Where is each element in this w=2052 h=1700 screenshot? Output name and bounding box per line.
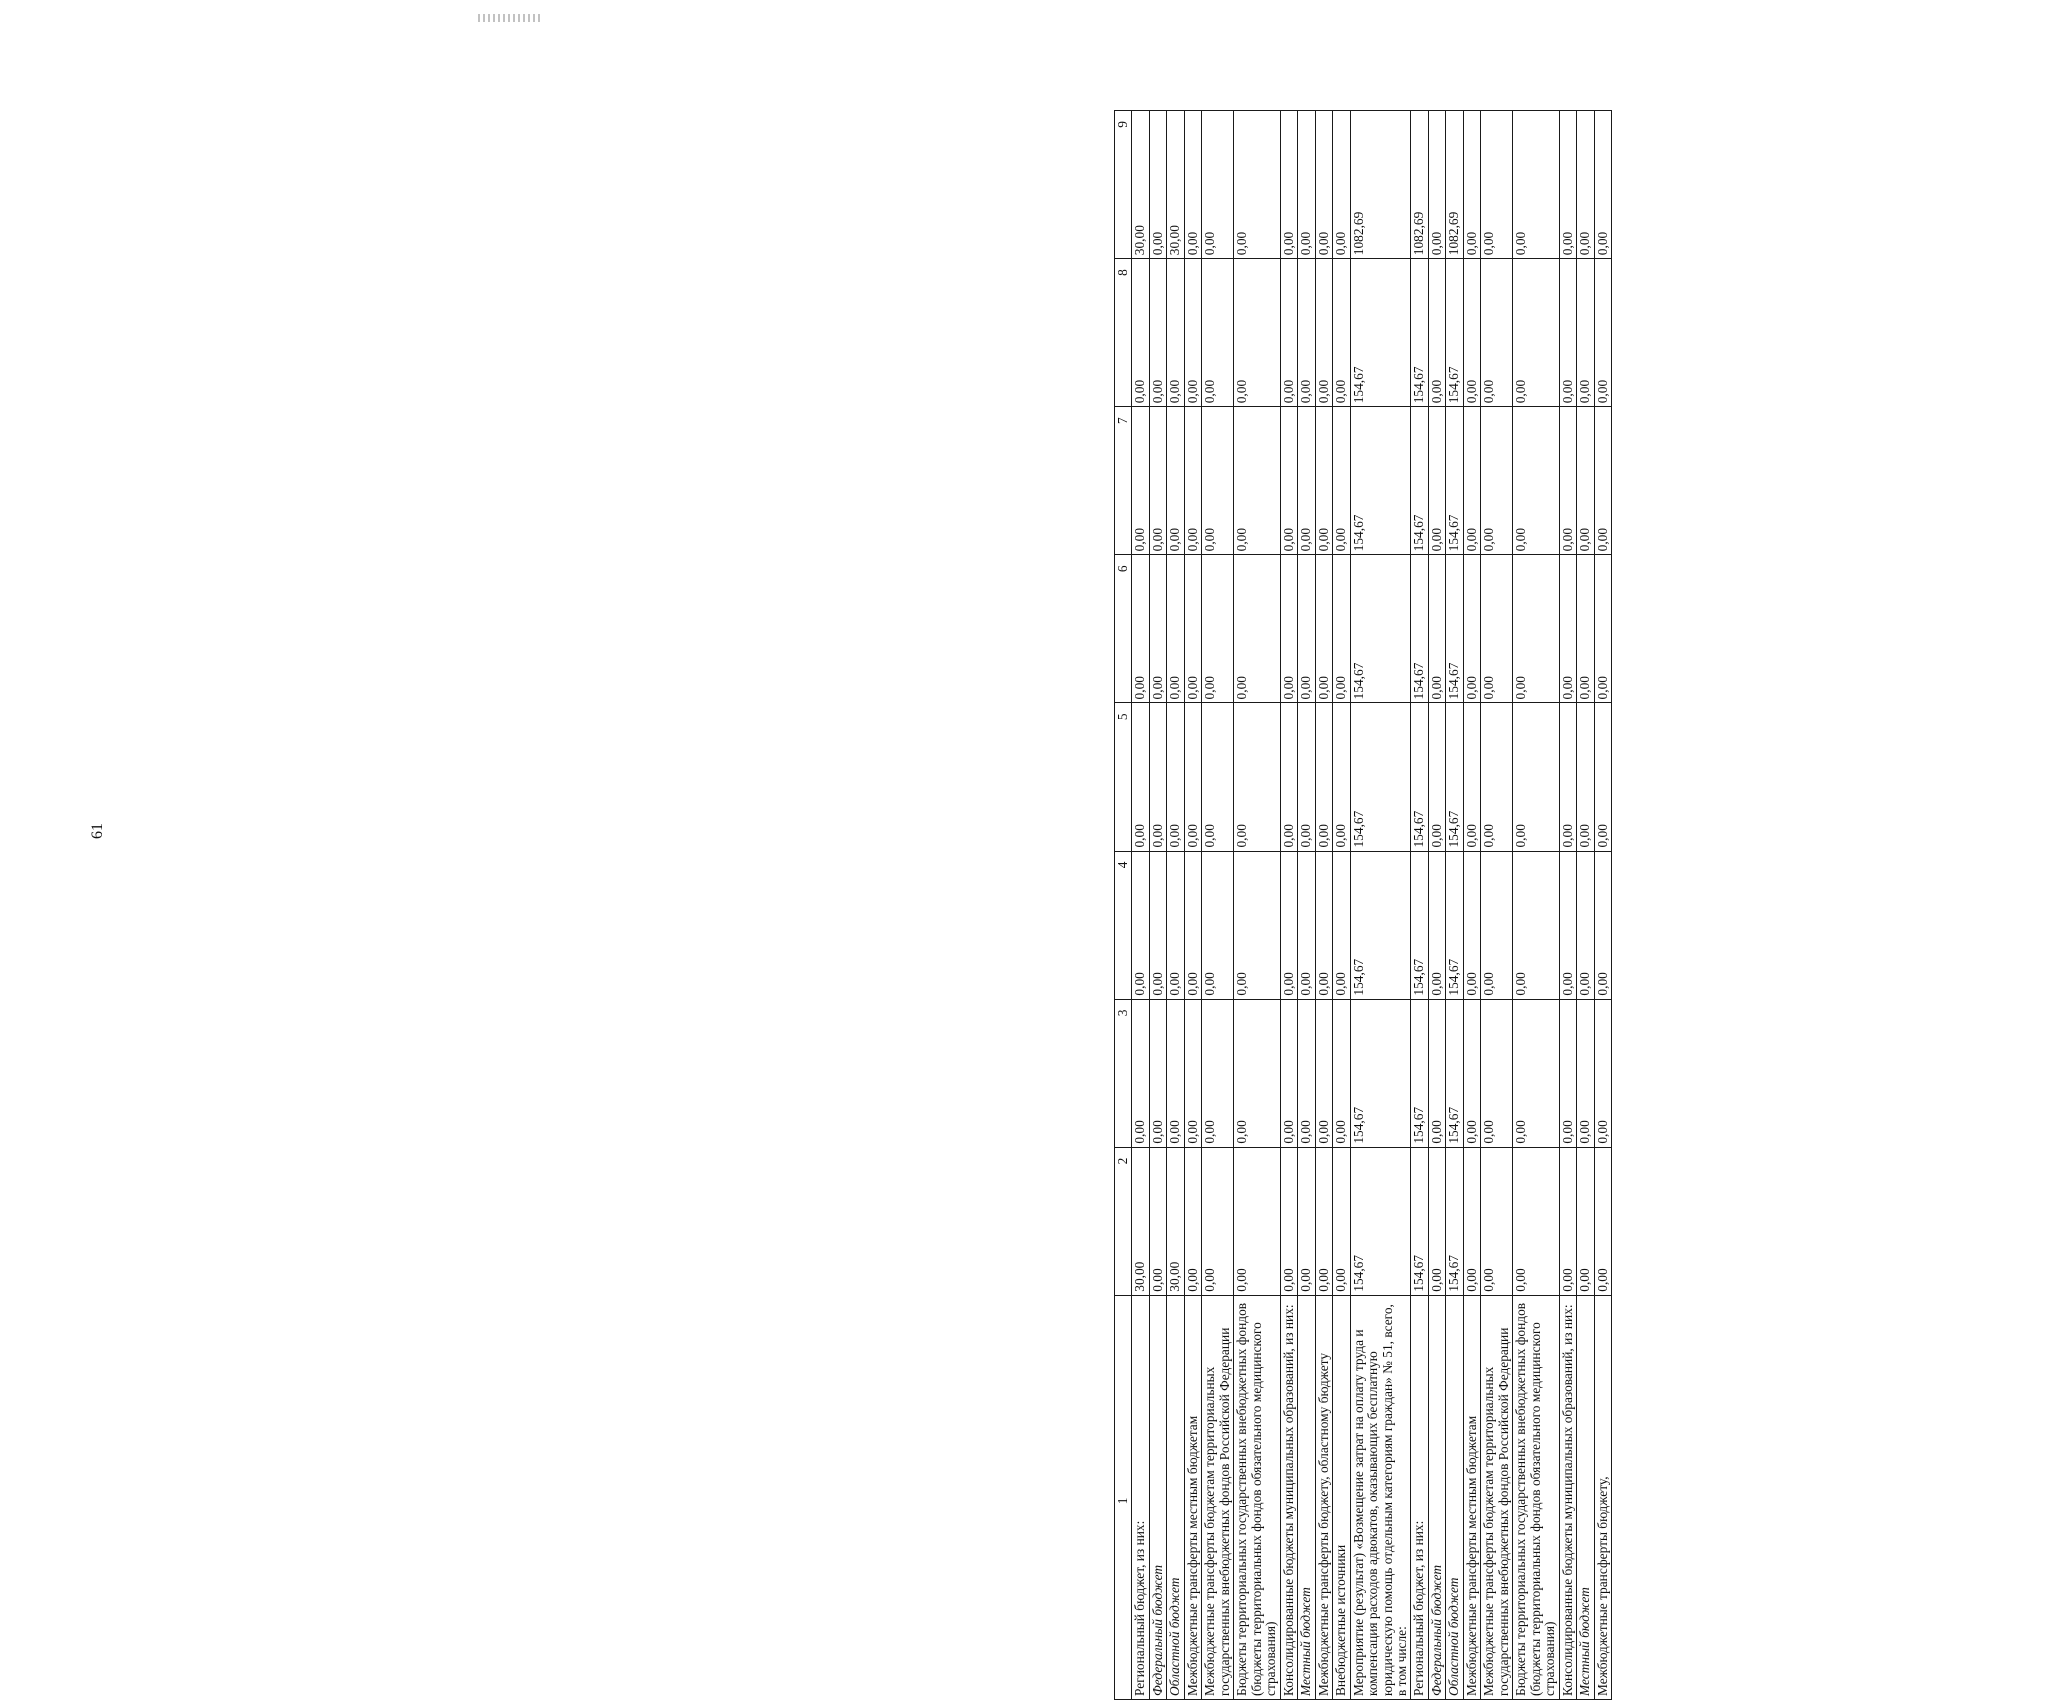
value-cell: 0,00 <box>1132 407 1149 555</box>
value-cell: 154,67 <box>1411 555 1428 703</box>
value-cell: 1082,69 <box>1350 111 1411 259</box>
value-cell: 0,00 <box>1202 999 1234 1147</box>
value-cell: 0,00 <box>1280 999 1297 1147</box>
value-cell: 154,67 <box>1446 555 1463 703</box>
value-cell: 0,00 <box>1463 999 1480 1147</box>
value-cell: 0,00 <box>1594 555 1611 703</box>
value-cell: 0,00 <box>1428 1147 1445 1295</box>
value-cell: 0,00 <box>1513 703 1559 851</box>
value-cell: 154,67 <box>1446 259 1463 407</box>
value-cell: 0,00 <box>1559 999 1576 1147</box>
value-cell: 0,00 <box>1167 259 1184 407</box>
value-cell: 0,00 <box>1149 703 1166 851</box>
value-cell: 0,00 <box>1315 111 1332 259</box>
value-cell: 0,00 <box>1428 703 1445 851</box>
value-cell: 154,67 <box>1350 407 1411 555</box>
value-cell: 0,00 <box>1184 111 1201 259</box>
value-cell: 0,00 <box>1202 703 1234 851</box>
value-cell: 0,00 <box>1132 999 1149 1147</box>
value-cell: 154,67 <box>1350 1147 1411 1295</box>
value-cell: 0,00 <box>1132 851 1149 999</box>
value-cell: 0,00 <box>1481 1147 1513 1295</box>
value-cell: 0,00 <box>1333 111 1350 259</box>
value-cell: 0,00 <box>1234 703 1280 851</box>
value-cell: 0,00 <box>1234 999 1280 1147</box>
value-cell: 0,00 <box>1167 407 1184 555</box>
table-row <box>1594 111 1611 1700</box>
value-cell: 0,00 <box>1513 999 1559 1147</box>
table-row <box>1280 111 1297 1700</box>
value-cell: 0,00 <box>1234 407 1280 555</box>
value-cell: 0,00 <box>1132 703 1149 851</box>
header-cell: 7 <box>1115 407 1132 555</box>
value-cell: 0,00 <box>1463 555 1480 703</box>
row-label: Консолидированные бюджеты муниципальных образований, из них: <box>1280 1295 1297 1699</box>
row-label: Межбюджетные трансферты бюджетам территориальных государственных внебюджетных фондов Российской Федерации <box>1202 1295 1234 1699</box>
value-cell: 154,67 <box>1411 851 1428 999</box>
value-cell: 0,00 <box>1559 555 1576 703</box>
rotated-table-container <box>1114 110 2052 1700</box>
value-cell: 0,00 <box>1333 1147 1350 1295</box>
value-cell: 0,00 <box>1577 999 1594 1147</box>
value-cell: 154,67 <box>1411 259 1428 407</box>
row-label: Местный бюджет <box>1577 1295 1594 1699</box>
header-cell: 8 <box>1115 259 1132 407</box>
row-label: Региональный бюджет, из них: <box>1132 1295 1149 1699</box>
value-cell: 0,00 <box>1167 703 1184 851</box>
value-cell: 0,00 <box>1298 259 1315 407</box>
value-cell: 0,00 <box>1184 851 1201 999</box>
value-cell: 0,00 <box>1167 555 1184 703</box>
value-cell: 0,00 <box>1513 1147 1559 1295</box>
row-label: Федеральный бюджет <box>1428 1295 1445 1699</box>
value-cell: 0,00 <box>1234 851 1280 999</box>
value-cell: 0,00 <box>1202 851 1234 999</box>
value-cell: 0,00 <box>1577 1147 1594 1295</box>
value-cell: 1082,69 <box>1446 111 1463 259</box>
value-cell: 0,00 <box>1463 259 1480 407</box>
value-cell: 154,67 <box>1411 407 1428 555</box>
row-label: Региональный бюджет, из них: <box>1411 1295 1428 1699</box>
value-cell: 0,00 <box>1513 555 1559 703</box>
value-cell: 154,67 <box>1350 703 1411 851</box>
table-row <box>1577 111 1594 1700</box>
header-cell: 2 <box>1115 1147 1132 1295</box>
value-cell: 0,00 <box>1184 1147 1201 1295</box>
value-cell: 0,00 <box>1315 555 1332 703</box>
row-label: Межбюджетные трансферты бюджету, <box>1594 1295 1611 1699</box>
value-cell: 0,00 <box>1333 555 1350 703</box>
table-row <box>1333 111 1350 1700</box>
value-cell: 0,00 <box>1513 259 1559 407</box>
value-cell: 0,00 <box>1315 703 1332 851</box>
value-cell: 0,00 <box>1463 703 1480 851</box>
row-label: Федеральный бюджет <box>1149 1295 1166 1699</box>
value-cell: 0,00 <box>1428 851 1445 999</box>
value-cell: 0,00 <box>1481 999 1513 1147</box>
value-cell: 0,00 <box>1481 555 1513 703</box>
value-cell: 0,00 <box>1481 703 1513 851</box>
table-row <box>1350 111 1411 1700</box>
row-label: Межбюджетные трансферты бюджетам территориальных государственных внебюджетных фондов Российской Федерации <box>1481 1295 1513 1699</box>
table-row <box>1298 111 1315 1700</box>
value-cell: 0,00 <box>1298 555 1315 703</box>
value-cell: 0,00 <box>1184 999 1201 1147</box>
table-row <box>1202 111 1234 1700</box>
header-cell: 6 <box>1115 555 1132 703</box>
table-row <box>1446 111 1463 1700</box>
value-cell: 0,00 <box>1559 111 1576 259</box>
value-cell: 0,00 <box>1315 999 1332 1147</box>
value-cell: 0,00 <box>1333 851 1350 999</box>
value-cell: 0,00 <box>1149 407 1166 555</box>
value-cell: 0,00 <box>1428 407 1445 555</box>
value-cell: 0,00 <box>1184 407 1201 555</box>
value-cell: 0,00 <box>1202 555 1234 703</box>
value-cell: 154,67 <box>1350 259 1411 407</box>
header-cell: 5 <box>1115 703 1132 851</box>
value-cell: 154,67 <box>1350 851 1411 999</box>
value-cell: 0,00 <box>1428 555 1445 703</box>
table-row <box>1184 111 1201 1700</box>
table-row <box>1132 111 1149 1700</box>
value-cell: 0,00 <box>1149 111 1166 259</box>
table-row <box>1428 111 1445 1700</box>
value-cell: 0,00 <box>1428 259 1445 407</box>
value-cell: 0,00 <box>1594 999 1611 1147</box>
value-cell: 154,67 <box>1350 555 1411 703</box>
value-cell: 0,00 <box>1594 111 1611 259</box>
value-cell: 30,00 <box>1132 111 1149 259</box>
value-cell: 0,00 <box>1298 703 1315 851</box>
row-label: Межбюджетные трансферты местным бюджетам <box>1184 1295 1201 1699</box>
value-cell: 0,00 <box>1298 111 1315 259</box>
value-cell: 0,00 <box>1298 999 1315 1147</box>
table-row <box>1234 111 1280 1700</box>
budget-table <box>1114 110 1612 1700</box>
value-cell: 0,00 <box>1202 1147 1234 1295</box>
value-cell: 0,00 <box>1298 407 1315 555</box>
value-cell: 0,00 <box>1559 1147 1576 1295</box>
table-row <box>1463 111 1480 1700</box>
value-cell: 0,00 <box>1202 407 1234 555</box>
value-cell: 0,00 <box>1315 851 1332 999</box>
value-cell: 0,00 <box>1594 1147 1611 1295</box>
value-cell: 0,00 <box>1280 851 1297 999</box>
value-cell: 0,00 <box>1594 851 1611 999</box>
header-cell: 1 <box>1115 1295 1132 1699</box>
page-number: 61 <box>89 823 106 839</box>
row-label: Мероприятие (результат) «Возмещение затрат на оплату труда и компенсация расходов адвокатов, оказывающих бесплатную юридическую помощь отдельным категориям граждан» № 51, всего, в том числе: <box>1350 1295 1411 1699</box>
value-cell: 0,00 <box>1333 703 1350 851</box>
value-cell: 0,00 <box>1184 555 1201 703</box>
value-cell: 154,67 <box>1350 999 1411 1147</box>
value-cell: 0,00 <box>1513 407 1559 555</box>
value-cell: 30,00 <box>1167 111 1184 259</box>
row-label: Местный бюджет <box>1298 1295 1315 1699</box>
row-label: Межбюджетные трансферты местным бюджетам <box>1463 1295 1480 1699</box>
value-cell: 0,00 <box>1428 111 1445 259</box>
value-cell: 0,00 <box>1298 851 1315 999</box>
table-body <box>1132 111 1612 1700</box>
value-cell: 0,00 <box>1202 259 1234 407</box>
value-cell: 0,00 <box>1167 851 1184 999</box>
value-cell: 0,00 <box>1481 111 1513 259</box>
value-cell: 0,00 <box>1132 555 1149 703</box>
value-cell: 0,00 <box>1559 259 1576 407</box>
value-cell: 0,00 <box>1559 851 1576 999</box>
value-cell: 0,00 <box>1463 1147 1480 1295</box>
header-row <box>1115 111 1132 1700</box>
value-cell: 154,67 <box>1411 1147 1428 1295</box>
value-cell: 0,00 <box>1463 111 1480 259</box>
value-cell: 30,00 <box>1167 1147 1184 1295</box>
value-cell: 0,00 <box>1577 555 1594 703</box>
value-cell: 0,00 <box>1184 259 1201 407</box>
value-cell: 0,00 <box>1234 259 1280 407</box>
value-cell: 0,00 <box>1577 111 1594 259</box>
value-cell: 0,00 <box>1149 1147 1166 1295</box>
value-cell: 0,00 <box>1315 259 1332 407</box>
value-cell: 154,67 <box>1446 407 1463 555</box>
value-cell: 154,67 <box>1411 999 1428 1147</box>
table-row <box>1149 111 1166 1700</box>
table-row <box>1315 111 1332 1700</box>
value-cell: 0,00 <box>1234 111 1280 259</box>
value-cell: 0,00 <box>1594 407 1611 555</box>
value-cell: 0,00 <box>1234 555 1280 703</box>
value-cell: 0,00 <box>1333 259 1350 407</box>
value-cell: 0,00 <box>1577 851 1594 999</box>
value-cell: 1082,69 <box>1411 111 1428 259</box>
table-row <box>1481 111 1513 1700</box>
value-cell: 0,00 <box>1202 111 1234 259</box>
value-cell: 0,00 <box>1132 259 1149 407</box>
table-row <box>1513 111 1559 1700</box>
value-cell: 0,00 <box>1315 407 1332 555</box>
header-cell: 9 <box>1115 111 1132 259</box>
value-cell: 0,00 <box>1280 555 1297 703</box>
row-label: Областной бюджет <box>1167 1295 1184 1699</box>
value-cell: 0,00 <box>1463 407 1480 555</box>
row-label: Бюджеты территориальных государственных внебюджетных фондов (бюджеты территориальных фондов обязательного медицинского страхования) <box>1234 1295 1280 1699</box>
value-cell: 154,67 <box>1446 999 1463 1147</box>
value-cell: 154,67 <box>1411 703 1428 851</box>
value-cell: 0,00 <box>1463 851 1480 999</box>
value-cell: 0,00 <box>1280 1147 1297 1295</box>
value-cell: 0,00 <box>1559 703 1576 851</box>
header-cell: 4 <box>1115 851 1132 999</box>
table-row <box>1559 111 1576 1700</box>
value-cell: 0,00 <box>1149 555 1166 703</box>
value-cell: 0,00 <box>1149 851 1166 999</box>
header-cell: 3 <box>1115 999 1132 1147</box>
value-cell: 0,00 <box>1315 1147 1332 1295</box>
value-cell: 0,00 <box>1577 703 1594 851</box>
value-cell: 0,00 <box>1594 703 1611 851</box>
value-cell: 0,00 <box>1280 407 1297 555</box>
value-cell: 0,00 <box>1149 259 1166 407</box>
value-cell: 30,00 <box>1132 1147 1149 1295</box>
value-cell: 0,00 <box>1513 111 1559 259</box>
row-label: Внебюджетные источники <box>1333 1295 1350 1699</box>
table-row <box>1167 111 1184 1700</box>
value-cell: 0,00 <box>1280 111 1297 259</box>
value-cell: 154,67 <box>1446 1147 1463 1295</box>
value-cell: 0,00 <box>1481 407 1513 555</box>
value-cell: 0,00 <box>1234 1147 1280 1295</box>
value-cell: 0,00 <box>1594 259 1611 407</box>
scan-artifact <box>478 14 540 22</box>
row-label: Межбюджетные трансферты бюджету, областному бюджету <box>1315 1295 1332 1699</box>
row-label: Областной бюджет <box>1446 1295 1463 1699</box>
table-row <box>1411 111 1428 1700</box>
value-cell: 0,00 <box>1184 703 1201 851</box>
value-cell: 0,00 <box>1481 259 1513 407</box>
value-cell: 0,00 <box>1333 999 1350 1147</box>
value-cell: 0,00 <box>1513 851 1559 999</box>
value-cell: 0,00 <box>1280 703 1297 851</box>
value-cell: 0,00 <box>1577 259 1594 407</box>
value-cell: 0,00 <box>1333 407 1350 555</box>
value-cell: 0,00 <box>1481 851 1513 999</box>
value-cell: 0,00 <box>1577 407 1594 555</box>
value-cell: 154,67 <box>1446 851 1463 999</box>
value-cell: 0,00 <box>1167 999 1184 1147</box>
value-cell: 0,00 <box>1559 407 1576 555</box>
row-label: Консолидированные бюджеты муниципальных образований, из них: <box>1559 1295 1576 1699</box>
row-label: Бюджеты территориальных государственных внебюджетных фондов (бюджеты территориальных фондов обязательного медицинского страхования) <box>1513 1295 1559 1699</box>
value-cell: 0,00 <box>1280 259 1297 407</box>
value-cell: 0,00 <box>1149 999 1166 1147</box>
value-cell: 0,00 <box>1428 999 1445 1147</box>
value-cell: 0,00 <box>1298 1147 1315 1295</box>
value-cell: 154,67 <box>1446 703 1463 851</box>
